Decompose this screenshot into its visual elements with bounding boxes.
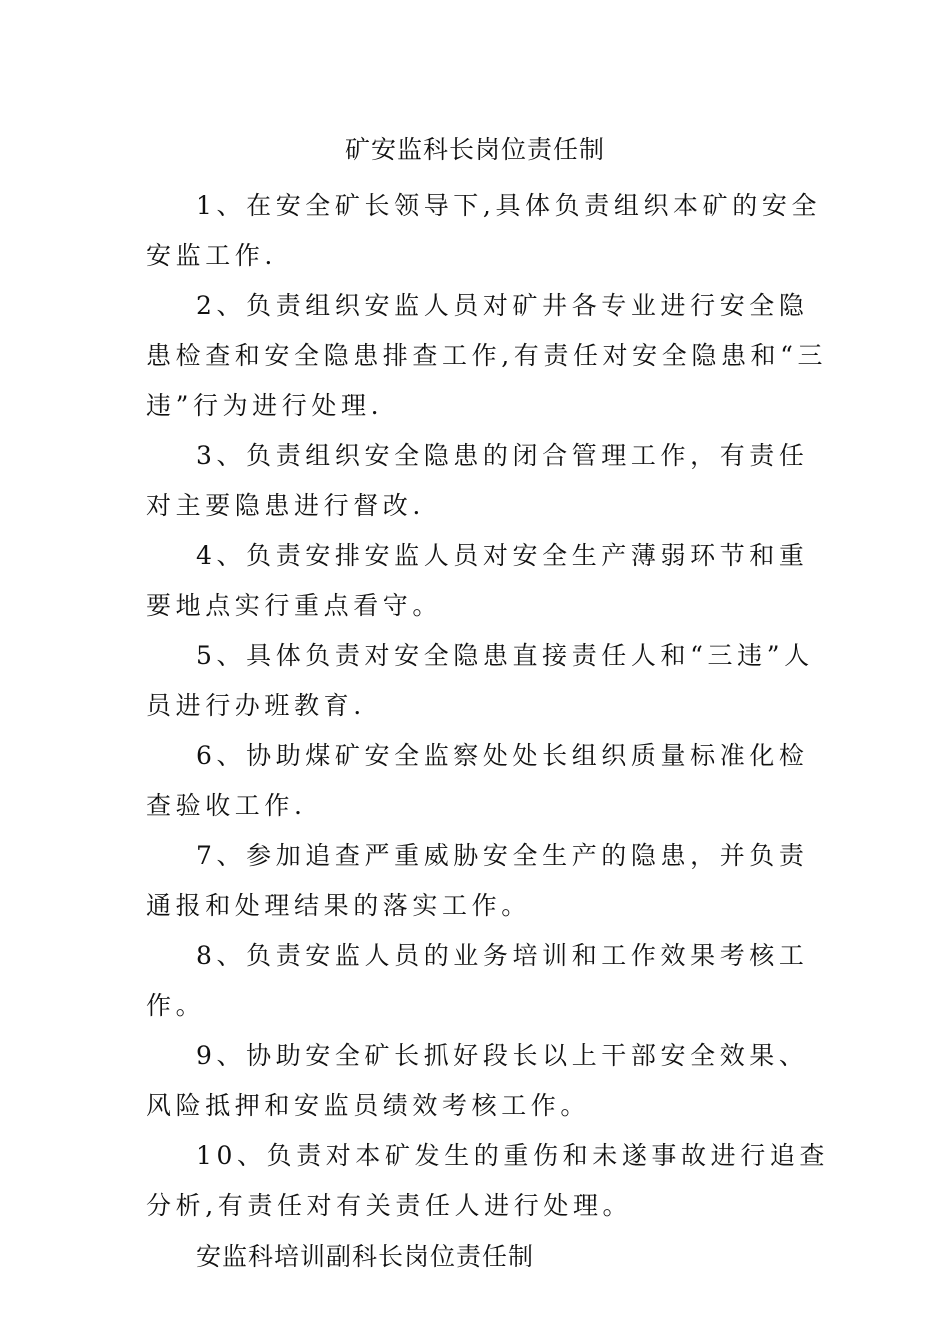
responsibility-item-2: 2、负责组织安监人员对矿井各专业进行安全隐患检查和安全隐患排查工作,有责任对安全隐患和“三违”行为进行处理. (146, 291, 828, 420)
responsibility-item-9: 9、协助安全矿长抓好段长以上干部安全效果、风险抵押和安监员绩效考核工作。 (146, 1041, 809, 1120)
responsibility-item-5: 5、具体负责对安全隐患直接责任人和“三违”人员进行办班教育. (146, 641, 814, 720)
responsibility-item-7: 7、参加追查严重威胁安全生产的隐患，并负责通报和处理结果的落实工作。 (146, 841, 809, 920)
responsibility-item-4: 4、负责安排安监人员对安全生产薄弱环节和重要地点实行重点看守。 (146, 541, 809, 620)
responsibility-item-6: 6、协助煤矿安全监察处处长组织质量标准化检查验收工作. (146, 741, 809, 820)
responsibility-item-10: 10、负责对本矿发生的重伤和未遂事故进行追查分析,有责任对有关责任人进行处理。 (146, 1141, 830, 1220)
document-title: 矿安监科长岗位责任制 (344, 135, 605, 164)
responsibility-list (146, 181, 830, 1231)
next-section-title: 安监科培训副科长岗位责任制 (196, 1242, 535, 1271)
responsibility-item-3: 3、负责组织安全隐患的闭合管理工作，有责任对主要隐患进行督改. (146, 441, 809, 520)
responsibility-item-8: 8、负责安监人员的业务培训和工作效果考核工作。 (146, 941, 809, 1020)
responsibility-item-1: 1、在安全矿长领导下,具体负责组织本矿的安全安监工作. (146, 191, 822, 270)
